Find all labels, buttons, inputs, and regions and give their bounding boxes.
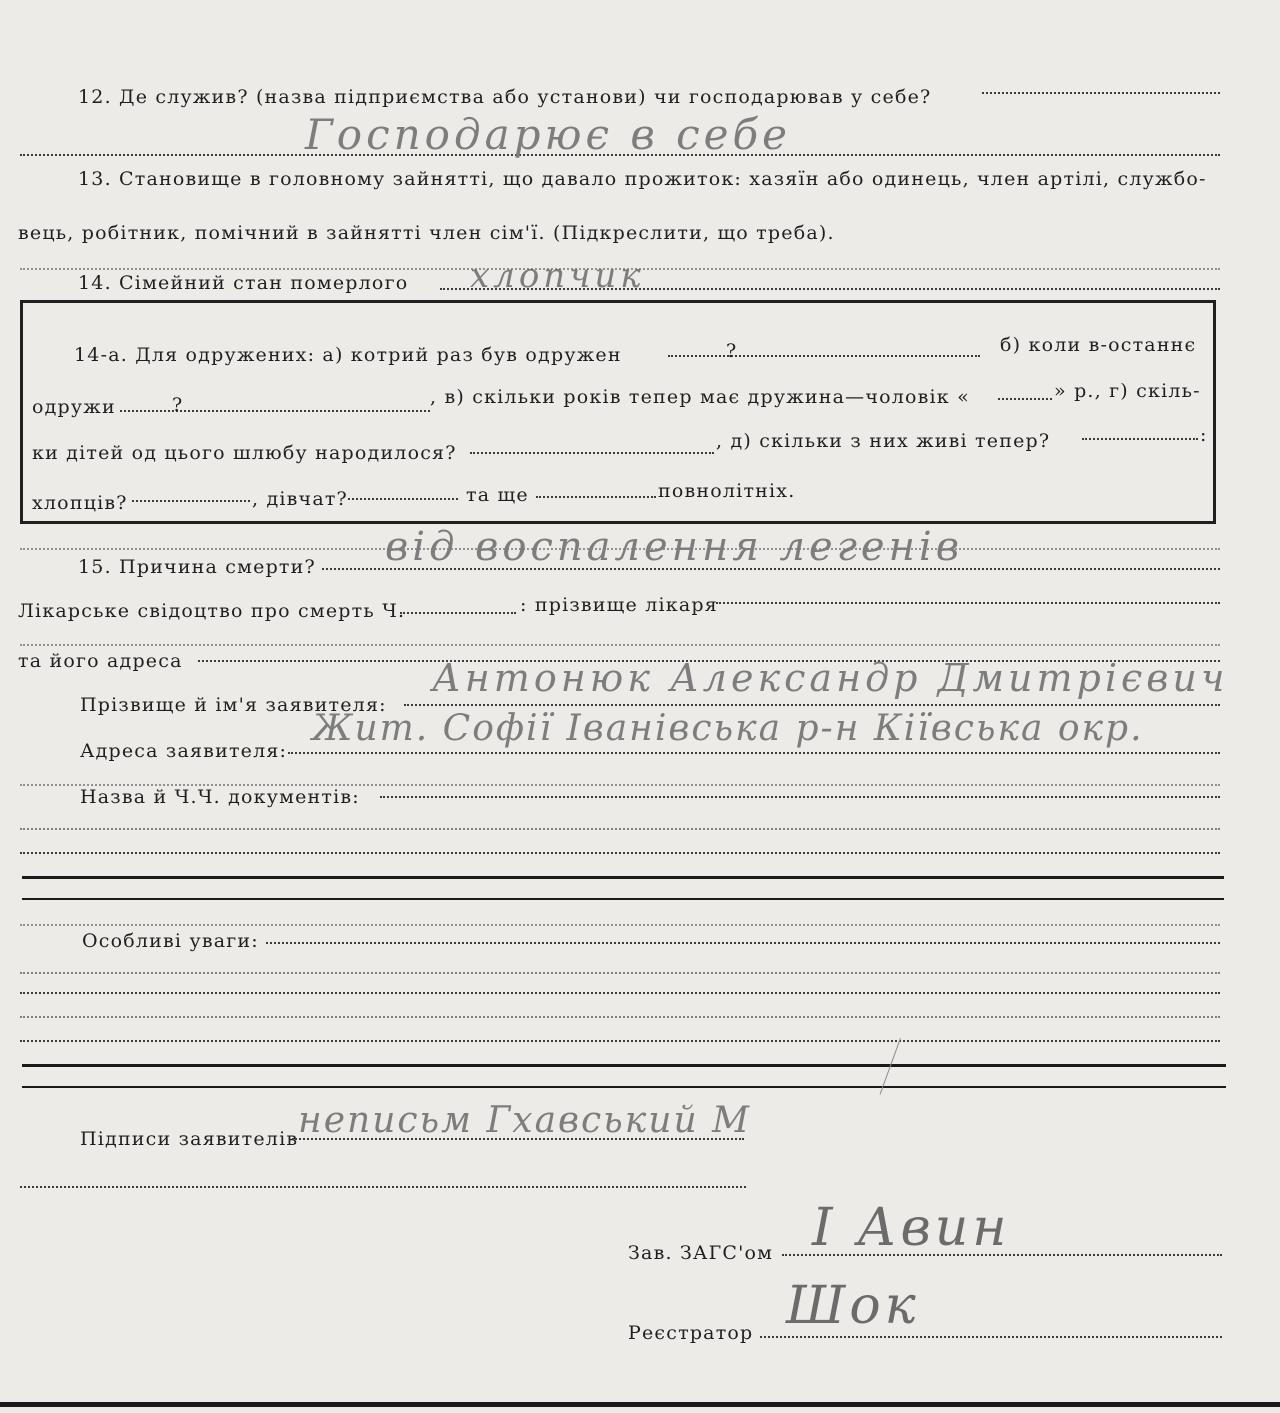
q15-label: 15. Причина смерти? xyxy=(78,556,316,578)
q14a-line2-b: , в) скільки років тепер має дружина—чоловік « xyxy=(430,386,970,408)
documents-top-line xyxy=(20,784,1220,786)
remarks-line-2 xyxy=(20,992,1220,994)
q14a-line3-fill xyxy=(470,452,714,454)
q14a-line3-b: , д) скільки з них живі тепер? xyxy=(716,430,1051,452)
remarks-line-3 xyxy=(20,1040,1220,1042)
zags-signature: І Авин xyxy=(812,1198,1011,1258)
q13-label-line2: вець, робітник, помічний в зайнятті член сім'ї. (Підкреслити, що треба). xyxy=(18,222,835,244)
q14-top-line xyxy=(20,268,1220,270)
documents-line-2 xyxy=(20,852,1220,854)
applicant-address-handwritten: Жит. Софії Іванівська р-н Кіївська окр. xyxy=(312,708,1144,749)
q14a-line2-c: » р., г) скіль- xyxy=(1054,380,1201,402)
q14a-line4-d: повнолітніх. xyxy=(658,480,796,502)
doctor-name-fill xyxy=(716,602,1220,604)
q14a-boys-fill xyxy=(132,500,250,502)
remarks-top-line xyxy=(20,924,1220,926)
q14a-question-mark-2: ? xyxy=(172,394,184,416)
q14a-line4-b: , дівчат? xyxy=(252,488,348,510)
signatures-label: Підписи заявителів xyxy=(80,1128,299,1150)
q14a-line3-a: ки дітей од цього шлюбу народилося? xyxy=(32,442,457,464)
q14a-adults-fill xyxy=(536,496,656,498)
remarks-label: Особливі уваги: xyxy=(82,930,259,952)
documents-extra-line xyxy=(20,828,1220,830)
q13-label-line1: 13. Становище в головному зайнятті, що давало прожиток: хазяїн або одинець, член артілі, службо- xyxy=(78,168,1207,190)
q14a-spouse-age-fill xyxy=(998,398,1052,400)
q14a-line1-fill xyxy=(668,355,980,357)
doctor-name-label: : прізвище лікаря xyxy=(520,594,718,616)
q14a-line2-a: одружи xyxy=(32,396,116,418)
signatures-line-2 xyxy=(20,1186,746,1188)
q12-label: 12. Де служив? (назва підприємства або установи) чи господарював у себе? xyxy=(78,86,932,108)
q14a-living-fill xyxy=(1082,438,1198,440)
doctor-address-top-line xyxy=(20,644,1220,646)
q14a-colon: : xyxy=(1200,424,1208,446)
section-divider-3 xyxy=(22,1064,1226,1067)
q12-fill-line xyxy=(982,92,1220,94)
q14a-girls-fill xyxy=(348,498,458,500)
q12-handwritten-answer: Господарює в себе xyxy=(305,110,792,159)
remarks-line-b xyxy=(20,1016,1220,1018)
q14-handwritten-answer: хлопчик xyxy=(470,256,645,296)
section-divider-4 xyxy=(22,1086,1226,1088)
q14a-line1: 14-а. Для одружених: а) котрий раз був одружен xyxy=(74,344,622,366)
q14a-line4-a: хлопців? xyxy=(32,492,128,514)
documents-label: Назва й Ч.Ч. документів: xyxy=(80,786,360,808)
remarks-fill xyxy=(266,942,1220,944)
applicant-address-label: Адреса заявителя: xyxy=(80,740,288,762)
zags-head-label: Зав. ЗАГС'ом xyxy=(628,1242,774,1264)
doctor-address-label: та його адреса xyxy=(18,650,183,672)
q14a-line1-b: б) коли в-останнє xyxy=(1000,334,1197,356)
registrar-signature: Шок xyxy=(786,1276,920,1336)
medical-certificate-number-fill xyxy=(400,612,516,614)
registrar-label: Реєстратор xyxy=(628,1322,754,1344)
q14a-question-mark-1: ? xyxy=(726,340,738,362)
medical-certificate-label: Лікарське свідоцтво про смерть Ч. xyxy=(18,600,406,622)
q14a-line4-c: та ще xyxy=(466,484,529,506)
documents-fill xyxy=(380,796,1220,798)
section-divider-1 xyxy=(22,876,1224,879)
registrar-signature-fill xyxy=(760,1336,1222,1338)
section-divider-2 xyxy=(22,898,1224,900)
q14a-line2-fill xyxy=(120,410,430,412)
applicant-name-fill xyxy=(404,704,1220,706)
applicant-name-handwritten: Антонюк Александр Дмитрієвич xyxy=(432,656,1229,700)
applicant-address-fill xyxy=(288,752,1220,754)
applicant-name-label: Прізвище й ім'я заявителя: xyxy=(80,694,387,716)
q14-label: 14. Сімейний стан померлого xyxy=(78,272,409,294)
signatures-handwritten: неписьм Гхавський М xyxy=(298,1100,751,1141)
q15-handwritten-answer: від воспалення легенів xyxy=(385,524,963,570)
page-bottom-edge xyxy=(0,1402,1280,1407)
remarks-line-a xyxy=(20,972,1220,974)
